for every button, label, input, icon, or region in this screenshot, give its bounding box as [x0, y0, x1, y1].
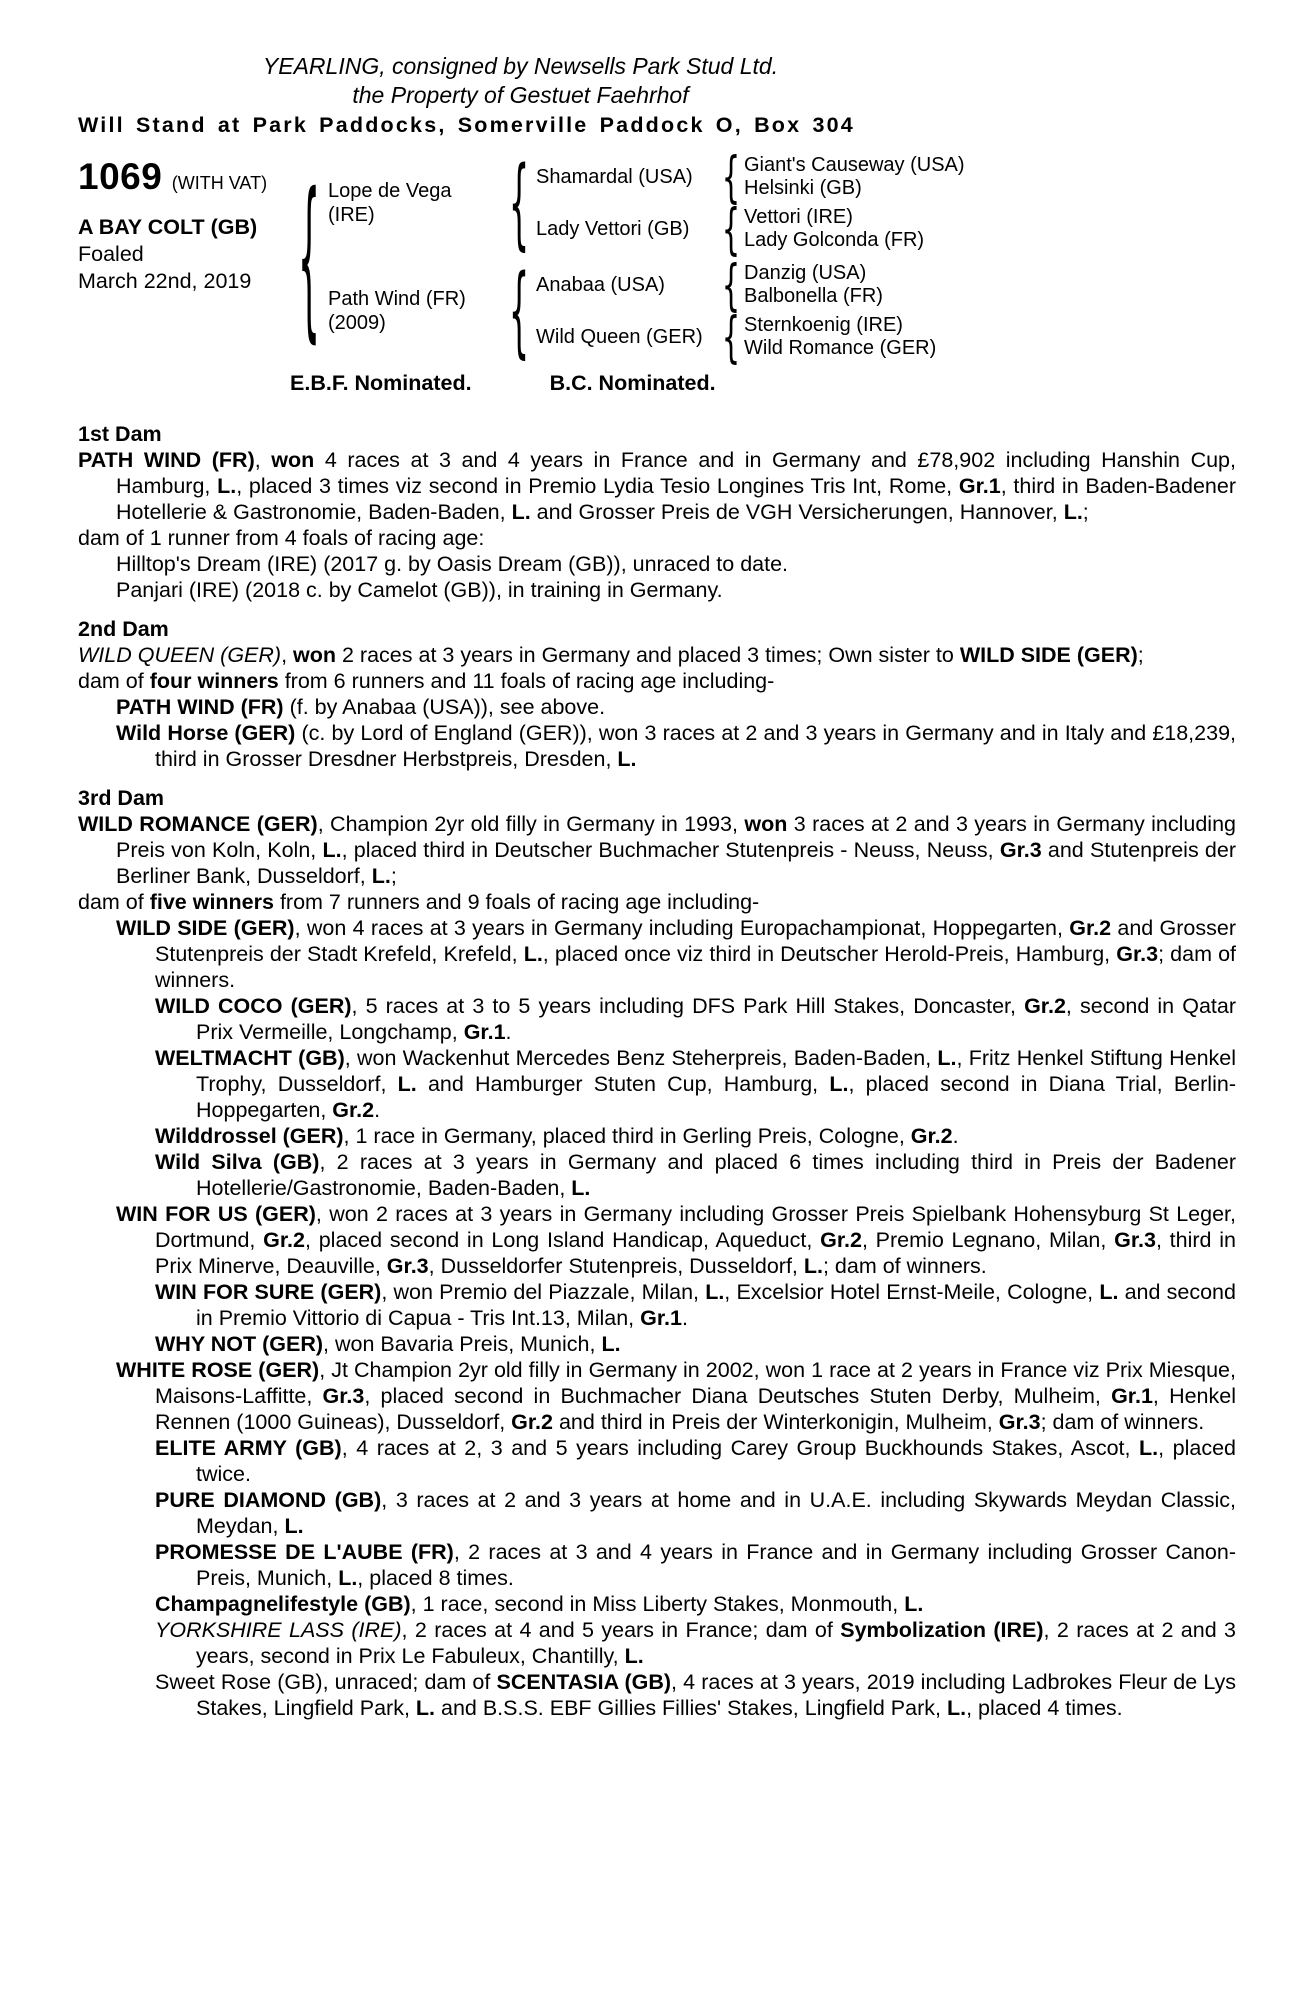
dam-section	[78, 616, 1236, 772]
catalog-paragraph	[78, 668, 1236, 694]
text-segment: L.	[705, 1280, 725, 1304]
pedigree-brace-gen1	[290, 154, 328, 360]
text-segment: , won Wackenhut Mercedes Benz Steherpreis, Baden-Baden,	[344, 1046, 938, 1070]
location-line: Will Stand at Park Paddocks, Somerville Paddock O, Box 304	[78, 113, 855, 137]
text-segment: , 3 races at 2 and 3 years at home and in U.A.E. including Skywards Meydan Classic, Meydan,	[196, 1488, 1236, 1538]
dam-sections	[78, 421, 1236, 1721]
text-segment: , placed twice.	[196, 1436, 1236, 1486]
text-segment: and second in Premio Vittorio di Capua - Tris Int.13, Milan,	[196, 1280, 1236, 1330]
text-segment: L.	[338, 1566, 358, 1590]
foaled-date: March 22nd, 2019	[78, 269, 252, 293]
sire-gen2-column	[536, 154, 965, 252]
text-segment: dam of	[78, 890, 150, 914]
catalog-paragraph	[155, 1435, 1236, 1487]
text-segment: L.	[904, 1592, 924, 1616]
text-segment: , Excelsior Hotel Ernst-Meile, Cologne,	[724, 1280, 1100, 1304]
text-segment: WILD COCO (GER)	[155, 994, 352, 1018]
pedigree-brace-dam	[502, 262, 536, 360]
dam-dam-sire-name: Sternkoenig (IRE)	[744, 314, 903, 336]
text-segment: Gr.3	[322, 1384, 365, 1408]
text-segment: , 2 races at 3 years in Germany and placed 6 times including third in Preis der Badener Hotellerie/Gastronomie, Baden-Baden,	[196, 1150, 1237, 1200]
text-segment: , Henkel Rennen (1000 Guineas), Dusseldorf,	[155, 1384, 1236, 1434]
horse-description: A BAY COLT (GB)	[78, 215, 258, 239]
text-segment: (c. by Lord of England (GER)), won 3 races at 2 and 3 years in Germany and in Italy and £18,239, third in Grosser Dresdner Herbstpreis, Dresden,	[155, 721, 1237, 771]
text-segment: PATH WIND (FR)	[78, 448, 255, 472]
text-segment: ; dam of winners.	[155, 942, 1237, 992]
catalog-paragraph	[78, 525, 1236, 551]
text-segment: ; dam of winners.	[1040, 1410, 1205, 1434]
text-segment: won	[271, 448, 315, 472]
text-segment: WHITE ROSE (GER)	[116, 1358, 320, 1382]
text-segment: WILD SIDE (GER)	[116, 916, 295, 940]
text-segment: Sweet Rose (GB), unraced; dam of	[155, 1670, 497, 1694]
text-segment: WELTMACHT (GB)	[155, 1046, 345, 1070]
catalog-paragraph	[116, 694, 1236, 720]
text-segment: L.	[617, 747, 637, 771]
gen1-column	[328, 154, 965, 360]
dam-branch	[328, 262, 965, 360]
text-segment: , placed 3 times viz second in Premio Lydia Tesio Longines Tris Int, Rome,	[236, 474, 959, 498]
text-segment: Gr.2	[1024, 994, 1066, 1018]
dam-heading: 3rd Dam	[78, 786, 165, 810]
text-segment: WILD QUEEN (GER)	[78, 643, 282, 667]
text-segment: L.	[523, 942, 543, 966]
sire-sire-name: Shamardal (USA)	[536, 166, 693, 188]
text-segment: .	[681, 1306, 688, 1330]
page-header	[78, 52, 963, 140]
text-segment: Gr.3	[1114, 1228, 1156, 1252]
dam-name-block	[328, 287, 502, 335]
dam-section	[78, 421, 1236, 603]
catalog-paragraph	[155, 1331, 1236, 1357]
text-segment: ;	[1137, 643, 1144, 667]
text-segment: L.	[1139, 1436, 1159, 1460]
catalog-paragraph	[155, 1591, 1236, 1617]
dam-sire-parents	[744, 262, 883, 308]
text-segment: L.	[946, 1696, 967, 1720]
text-segment: 3 races at 2 and 3 years in Germany including Preis von Koln, Koln,	[116, 812, 1237, 862]
sire-dam-dam-name: Lady Golconda (FR)	[744, 229, 925, 251]
vat-note: (WITH VAT)	[171, 173, 268, 193]
text-segment: from 7 runners and 9 foals of racing age including-	[273, 890, 760, 914]
sire-sire-parents	[744, 154, 965, 200]
text-segment: , Fritz Henkel Stiftung Henkel Trophy, Dusseldorf,	[196, 1046, 1237, 1096]
text-segment: .	[505, 1020, 512, 1044]
text-segment: L.	[284, 1514, 304, 1538]
catalog-paragraph	[78, 642, 1236, 668]
text-segment: Gr.1	[1111, 1384, 1153, 1408]
catalog-paragraph	[116, 720, 1236, 772]
dam-sire-branch	[536, 262, 936, 308]
text-segment: dam of 1 runner from 4 foals of racing age:	[78, 526, 485, 550]
pedigree-brace-sire	[502, 154, 536, 252]
sire-dam-name: Lady Vettori (GB)	[536, 218, 690, 240]
sire-sire-sire-name: Giant's Causeway (USA)	[744, 154, 965, 176]
text-segment: Gr.3	[998, 1410, 1041, 1434]
catalog-paragraph	[78, 889, 1236, 915]
consignor-line: YEARLING, consigned by Newsells Park Stud Ltd.	[262, 53, 779, 79]
foaled-label: Foaled	[78, 242, 144, 266]
dam-year: (2009)	[328, 312, 386, 334]
text-segment: , placed second in Diana Trial, Berlin-Hoppegarten,	[196, 1072, 1236, 1122]
catalog-paragraph	[155, 1617, 1236, 1669]
text-segment: Gr.1	[958, 474, 1001, 498]
text-segment: and Hamburger Stuten Cup, Hamburg,	[416, 1072, 830, 1096]
text-segment: WILD SIDE (GER)	[959, 643, 1138, 667]
text-segment: Gr.3	[1116, 942, 1159, 966]
catalog-paragraph	[116, 915, 1236, 993]
text-segment: , placed 8 times.	[357, 1566, 514, 1590]
text-segment: Wild Horse (GER)	[116, 721, 296, 745]
text-segment: Gr.2	[263, 1228, 305, 1252]
text-segment: , won 2 races at 3 years in Germany including Grosser Preis Spielbank Hohensyburg St Leger, Dortmund,	[155, 1202, 1237, 1252]
text-segment: four winners	[149, 669, 279, 693]
text-segment: 2 races at 3 years in Germany and placed 3 times; Own sister to	[336, 643, 960, 667]
dam-gen2-column	[536, 262, 936, 360]
text-segment: Champagnelifestyle (GB)	[155, 1592, 411, 1616]
text-segment: won	[744, 812, 788, 836]
dam-dam-branch	[536, 314, 936, 360]
text-segment: SCENTASIA (GB)	[496, 1670, 672, 1694]
text-segment: Gr.2	[332, 1098, 375, 1122]
pedigree-brace-dam-dam	[718, 314, 744, 360]
text-segment: .	[374, 1098, 381, 1122]
text-segment: WIN FOR US (GER)	[116, 1202, 316, 1226]
text-segment: L.	[371, 864, 391, 888]
text-segment: Symbolization (IRE)	[840, 1618, 1044, 1642]
catalog-paragraph	[155, 1539, 1236, 1591]
lot-number: 1069	[78, 156, 163, 197]
text-segment: , 2 races at 2 and 3 years, second in Prix Le Fabuleux, Chantilly,	[196, 1618, 1236, 1668]
text-segment: 4 races at 3 and 4 years in France and in Germany and £78,902 including Hanshin Cup, Hamburg,	[116, 448, 1236, 498]
text-segment: , placed second in Buchmacher Diana Deutsches Stuten Derby, Mulheim,	[364, 1384, 1112, 1408]
sire-sire-dam-name: Helsinki (GB)	[744, 177, 862, 199]
sire-branch	[328, 154, 965, 252]
text-segment: (f. by Anabaa (USA)), see above.	[283, 695, 606, 719]
catalog-paragraph	[155, 1123, 1236, 1149]
text-segment: ELITE ARMY (GB)	[155, 1436, 342, 1460]
dam-dam-dam-name: Wild Romance (GER)	[744, 337, 937, 359]
text-segment: , 4 races at 2, 3 and 5 years including Carey Group Buckhounds Stakes, Ascot,	[341, 1436, 1140, 1460]
text-segment: and B.S.S. EBF Gillies Fillies' Stakes, Lingfield Park,	[435, 1696, 947, 1720]
owner-line: the Property of Gestuet Faehrhof	[352, 82, 689, 108]
text-segment: L.	[1099, 1280, 1119, 1304]
catalog-paragraph	[116, 551, 1236, 577]
catalog-paragraph	[155, 1045, 1236, 1123]
pedigree-brace-sire-sire	[718, 154, 744, 200]
text-segment: , 2 races at 4 and 5 years in France; dam of	[401, 1618, 841, 1642]
catalog-paragraph	[116, 1201, 1236, 1279]
text-segment: ,	[254, 448, 272, 472]
text-segment: , Jt Champion 2yr old filly in Germany in 2002, won 1 race at 2 years in France viz Prix Miesque, Maisons-Laffitte,	[155, 1358, 1236, 1408]
catalog-paragraph	[116, 577, 1236, 603]
text-segment: YORKSHIRE LASS (IRE)	[155, 1618, 402, 1642]
dam-heading: 2nd Dam	[78, 617, 169, 641]
lot-number-line	[78, 156, 290, 198]
text-segment: , placed third in Deutscher Buchmacher Stutenpreis - Neuss, Neuss,	[341, 838, 1000, 862]
text-segment: L.	[829, 1072, 849, 1096]
text-segment: Gr.2	[1069, 916, 1112, 940]
text-segment: dam of	[78, 669, 150, 693]
catalog-paragraph	[155, 1669, 1236, 1721]
nominations	[290, 370, 1236, 397]
catalog-paragraph	[155, 1279, 1236, 1331]
pedigree-brace-sire-dam	[718, 206, 744, 252]
dam-dam-parents	[744, 314, 936, 360]
text-segment: ;	[1082, 500, 1089, 524]
pedigree-block	[78, 154, 1236, 360]
text-segment: L.	[601, 1332, 621, 1356]
text-segment: Gr.2	[820, 1228, 862, 1252]
text-segment: , won 4 races at 3 years in Germany including Europachampionat, Hoppegarten,	[294, 916, 1070, 940]
text-segment: and Stutenpreis der Berliner Bank, Dusseldorf,	[116, 838, 1236, 888]
pedigree-tree	[290, 154, 965, 360]
text-segment: Gr.3	[999, 838, 1042, 862]
text-segment: L.	[1063, 500, 1083, 524]
text-segment: , 4 races at 3 years, 2019 including Ladbrokes Fleur de Lys Stakes, Lingfield Park,	[196, 1670, 1236, 1720]
text-segment: Wild Silva (GB)	[155, 1150, 320, 1174]
text-segment: WIN FOR SURE (GER)	[155, 1280, 382, 1304]
dam-heading: 1st Dam	[78, 422, 162, 446]
bc-nominated-label: B.C. Nominated.	[549, 371, 716, 395]
text-segment: L.	[217, 474, 237, 498]
catalog-paragraph	[78, 811, 1236, 889]
catalog-paragraph	[155, 993, 1236, 1045]
sire-name: Lope de Vega (IRE)	[328, 180, 452, 226]
dam-sire-name: Anabaa (USA)	[536, 274, 665, 296]
text-segment: from 6 runners and 11 foals of racing age including-	[278, 669, 775, 693]
text-segment: L.	[397, 1072, 417, 1096]
text-segment: , third in Prix Minerve, Deauville,	[155, 1228, 1236, 1278]
text-segment: .	[952, 1124, 959, 1148]
sire-sire-branch	[536, 154, 965, 200]
text-segment: , placed second in Long Island Handicap, Aqueduct,	[304, 1228, 821, 1252]
dam-sire-sire-name: Danzig (USA)	[744, 262, 867, 284]
text-segment: Gr.2	[511, 1410, 553, 1434]
text-segment: Gr.3	[386, 1254, 429, 1278]
text-segment: Hilltop's Dream (IRE) (2017 g. by Oasis Dream (GB)), unraced to date.	[116, 552, 789, 576]
text-segment: L.	[415, 1696, 436, 1720]
text-segment: ,	[281, 643, 294, 667]
text-segment: PATH WIND (FR)	[116, 695, 284, 719]
catalog-paragraph	[155, 1487, 1236, 1539]
text-segment: , 2 races at 3 and 4 years in France and in Germany including Grosser Canon-Preis, Munich,	[196, 1540, 1236, 1590]
text-segment: L.	[322, 838, 342, 862]
text-segment: L.	[937, 1046, 957, 1070]
text-segment: , Champion 2yr old filly in Germany in 1993,	[317, 812, 745, 836]
text-segment: , won Premio del Piazzale, Milan,	[381, 1280, 706, 1304]
text-segment: Gr.1	[640, 1306, 682, 1330]
sire-dam-branch	[536, 206, 965, 252]
text-segment: L.	[511, 500, 531, 524]
catalog-paragraph	[155, 1149, 1236, 1201]
text-segment: ;	[390, 864, 397, 888]
text-segment: and Grosser Stutenpreis der Stadt Krefeld, Krefeld,	[155, 916, 1236, 966]
text-segment: ; dam of winners.	[822, 1254, 987, 1278]
text-segment: and third in Preis der Winterkonigin, Mulheim,	[553, 1410, 999, 1434]
sire-dam-parents	[744, 206, 924, 252]
text-segment: L.	[803, 1254, 823, 1278]
text-segment: L.	[571, 1176, 591, 1200]
text-segment: , placed 4 times.	[966, 1696, 1123, 1720]
text-segment: , won Bavaria Preis, Munich,	[323, 1332, 602, 1356]
text-segment: , Dusseldorfer Stutenpreis, Dusseldorf,	[428, 1254, 804, 1278]
pedigree-brace-dam-sire	[718, 262, 744, 308]
text-segment: , 1 race in Germany, placed third in Gerling Preis, Cologne,	[343, 1124, 911, 1148]
text-segment: , 5 races at 3 to 5 years including DFS Park Hill Stakes, Doncaster,	[351, 994, 1025, 1018]
text-segment: PURE DIAMOND (GB)	[155, 1488, 382, 1512]
text-segment: , 1 race, second in Miss Liberty Stakes, Monmouth,	[410, 1592, 905, 1616]
text-segment: Gr.2	[910, 1124, 953, 1148]
text-segment: , third in Baden-Badener Hotellerie & Gastronomie, Baden-Baden,	[116, 474, 1236, 524]
text-segment: PROMESSE DE L'AUBE (FR)	[155, 1540, 454, 1564]
text-segment: WHY NOT (GER)	[155, 1332, 324, 1356]
ebf-nominated-label: E.B.F. Nominated.	[290, 371, 472, 395]
text-segment: Panjari (IRE) (2018 c. by Camelot (GB)), in training in Germany.	[116, 578, 723, 602]
text-segment: and Grosser Preis de VGH Versicherungen, Hannover,	[530, 500, 1064, 524]
dam-dam-name: Wild Queen (GER)	[536, 326, 703, 348]
catalog-paragraph	[78, 447, 1236, 525]
text-segment: , second in Qatar Prix Vermeille, Longchamp,	[196, 994, 1237, 1044]
dam-section	[78, 785, 1236, 1721]
lot-info	[78, 154, 290, 295]
dam-sire-dam-name: Balbonella (FR)	[744, 285, 883, 307]
text-segment: WILD ROMANCE (GER)	[78, 812, 318, 836]
text-segment: Gr.1	[463, 1020, 506, 1044]
text-segment: five winners	[149, 890, 274, 914]
catalog-paragraph	[116, 1357, 1236, 1435]
text-segment: , placed once viz third in Deutscher Herold-Preis, Hamburg,	[542, 942, 1117, 966]
text-segment: L.	[624, 1644, 644, 1668]
sire-dam-sire-name: Vettori (IRE)	[744, 206, 853, 228]
text-segment: Wilddrossel (GER)	[155, 1124, 344, 1148]
text-segment: won	[293, 643, 337, 667]
text-segment: , Premio Legnano, Milan,	[861, 1228, 1115, 1252]
dam-name: Path Wind (FR)	[328, 288, 466, 310]
